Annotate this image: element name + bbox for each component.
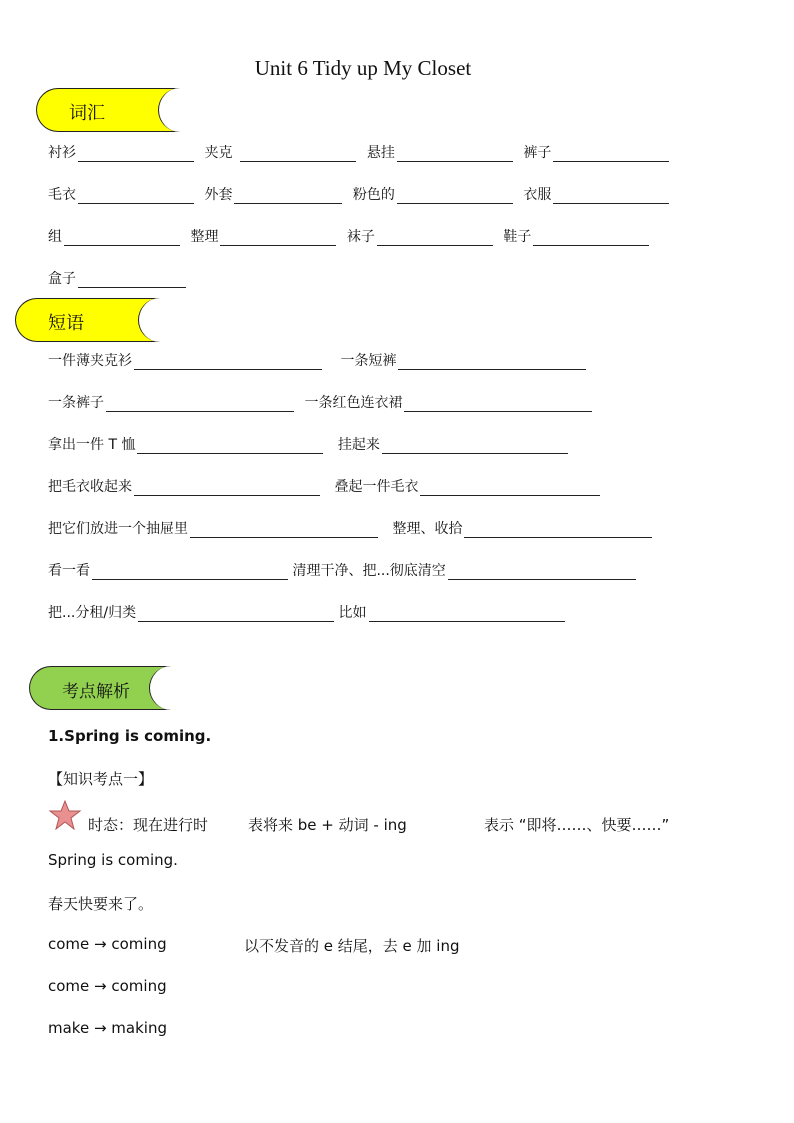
answer-blank[interactable]: [397, 147, 513, 162]
phrase-term: 把...分租/归类: [48, 605, 137, 621]
phrase-term: 看一看: [48, 563, 90, 579]
phrase-row-7: [48, 604, 571, 622]
vocab-row-4: [48, 270, 192, 288]
vocab-term: 粉色的: [352, 187, 395, 203]
tense-meaning: 表示 “即将……、快要……”: [484, 816, 670, 834]
answer-blank[interactable]: [553, 147, 669, 162]
answer-blank[interactable]: [106, 397, 294, 412]
answer-blank[interactable]: [220, 231, 336, 246]
phrase-row-1: [48, 352, 592, 370]
star-icon: [48, 800, 82, 830]
answer-blank[interactable]: [78, 147, 194, 162]
answer-blank[interactable]: [92, 565, 288, 580]
answer-blank[interactable]: [382, 439, 568, 454]
answer-blank[interactable]: [64, 231, 180, 246]
vocab-row-3: [48, 228, 655, 246]
answer-blank[interactable]: [369, 607, 565, 622]
vocab-term: 衬衫: [48, 145, 76, 161]
phrase-row-6: [48, 562, 642, 580]
phrase-term: 挂起来: [337, 437, 380, 453]
example-translation: 春天快要来了。: [48, 895, 154, 913]
vocab-section-label: 词汇: [69, 103, 105, 124]
tab-notch: [158, 88, 202, 132]
answer-blank[interactable]: [448, 565, 636, 580]
analysis-section-label: 考点解析: [62, 682, 130, 702]
analysis-section-tab: [29, 666, 171, 710]
knowledge-point-label: 【知识考点一】: [48, 770, 154, 788]
rule-text: 以不发音的 e 结尾，去 e 加 ing: [244, 937, 460, 955]
phrase-term: 叠起一件毛衣: [334, 479, 419, 495]
vocab-row-2: [48, 186, 675, 204]
answer-blank[interactable]: [404, 397, 592, 412]
phrase-section-tab: [15, 298, 160, 342]
tense-form: 表将来 be + 动词 - ing: [248, 816, 407, 834]
answer-blank[interactable]: [397, 189, 513, 204]
phrase-term: 把毛衣收起来: [48, 479, 132, 495]
phrase-term: 清理干净、把...彻底清空: [292, 563, 446, 579]
vocab-term: 盒子: [48, 271, 76, 287]
answer-blank[interactable]: [553, 189, 669, 204]
vocab-section-tab: [36, 88, 180, 132]
vocab-term: 毛衣: [48, 187, 76, 203]
vocab-term: 夹克: [204, 145, 233, 161]
answer-blank[interactable]: [137, 439, 323, 454]
vocab-term: 组: [48, 229, 62, 245]
example-word-2: make → making: [48, 1019, 167, 1037]
answer-blank[interactable]: [78, 189, 194, 204]
phrase-term: 一条红色连衣裙: [304, 395, 403, 411]
question-heading: 1.Spring is coming.: [48, 727, 212, 745]
answer-blank[interactable]: [464, 523, 652, 538]
answer-blank[interactable]: [134, 481, 320, 496]
phrase-term: 一条裤子: [48, 395, 104, 411]
phrase-term: 一件薄夹克衫: [48, 353, 132, 369]
phrase-row-5: [48, 520, 658, 538]
page-title: Unit 6 Tidy up My Closet: [254, 56, 472, 80]
vocab-term: 外套: [204, 187, 233, 203]
answer-blank[interactable]: [398, 355, 586, 370]
vocab-term: 鞋子: [503, 229, 532, 245]
answer-blank[interactable]: [420, 481, 600, 496]
vocab-term: 裤子: [523, 145, 552, 161]
answer-blank[interactable]: [190, 523, 378, 538]
vocab-term: 整理: [190, 229, 219, 245]
example-sentence: Spring is coming.: [48, 851, 178, 869]
tab-notch: [149, 666, 193, 710]
phrase-row-2: [48, 394, 598, 412]
phrase-row-4: [48, 478, 606, 496]
phrase-row-3: [48, 436, 574, 454]
phrase-section-label: 短语: [48, 313, 84, 334]
tab-notch: [138, 298, 182, 342]
rule-word: come → coming: [48, 935, 167, 953]
phrase-term: 整理、收拾: [392, 521, 463, 537]
phrase-term: 比如: [338, 605, 367, 621]
answer-blank[interactable]: [138, 607, 334, 622]
phrase-term: 把它们放进一个抽屉里: [48, 521, 188, 537]
answer-blank[interactable]: [78, 273, 186, 288]
answer-blank[interactable]: [377, 231, 493, 246]
answer-blank[interactable]: [234, 189, 342, 204]
phrase-term: 拿出一件 T 恤: [48, 437, 136, 453]
vocab-term: 悬挂: [366, 145, 395, 161]
answer-blank[interactable]: [134, 355, 322, 370]
answer-blank[interactable]: [533, 231, 649, 246]
tense-label: 时态：现在进行时: [88, 816, 209, 834]
answer-blank[interactable]: [240, 147, 356, 162]
phrase-term: 一条短裤: [340, 353, 397, 369]
vocab-term: 衣服: [523, 187, 552, 203]
example-word-1: come → coming: [48, 977, 167, 995]
vocab-term: 袜子: [346, 229, 375, 245]
vocab-row-1: [48, 144, 675, 162]
